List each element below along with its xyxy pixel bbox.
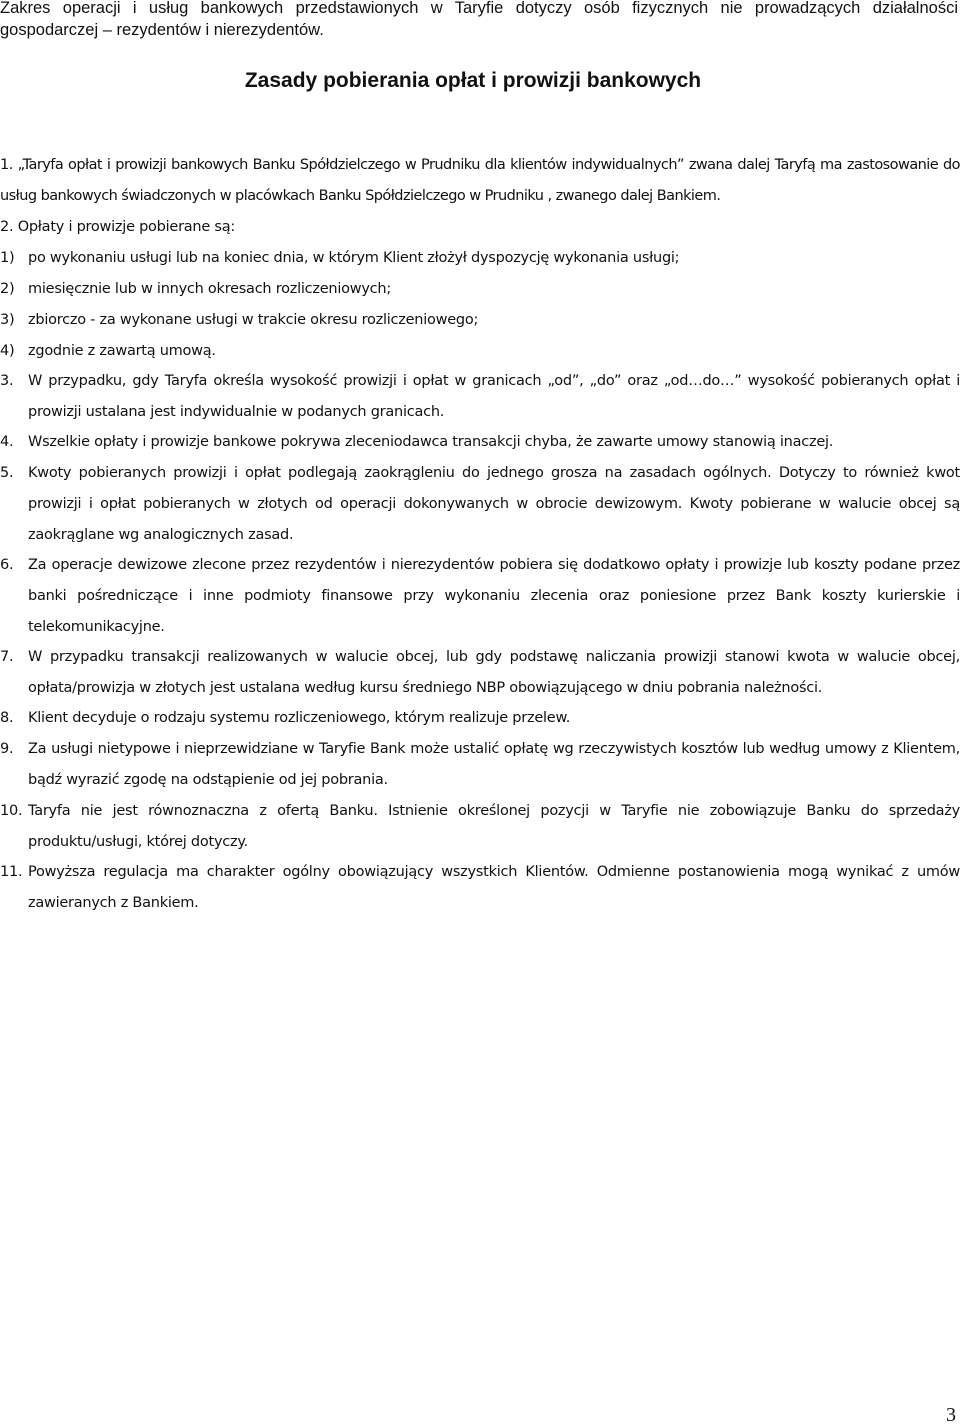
item-text: Kwoty pobieranych prowizji i opłat podlegają zaokrągleniu do jednego grosza na zasadach ogólnych. Dotyczy to również kwot prowizji i opłat pobieranych w złotych od operacji dokonywanych w obrocie dewizowym. Kwoty pobierane w walucie obcej są zaokrąglane wg analogicznych zasad. (28, 465, 960, 543)
list-item-text: zbiorczo - za wykonane usługi w trakcie okresu rozliczeniowego; (28, 312, 479, 328)
item-text: Powyższa regulacja ma charakter ogólny obowiązujący wszystkich Klientów. Odmienne postanowienia mogą wynikać z umów zawieranych z Bankiem. (28, 864, 960, 911)
page-number: 3 (946, 1404, 956, 1426)
item-number: 4. (0, 434, 14, 450)
item-text: Klient decyduje o rodzaju systemu rozliczeniowego, którym realizuje przelew. (28, 710, 571, 726)
numbered-item (0, 427, 960, 458)
numbered-item (0, 703, 960, 734)
list-item-number: 1) (0, 250, 15, 266)
item-number: 6. (0, 557, 14, 573)
list-item (0, 305, 960, 336)
item-text: Taryfa nie jest równoznaczna z ofertą Banku. Istnienie określonej pozycji w Taryfie nie zobowiązuje Banku do sprzedaży produktu/usługi, której dotyczy. (28, 803, 960, 850)
numbered-item (0, 734, 960, 796)
item-text: W przypadku transakcji realizowanych w walucie obcej, lub gdy podstawę naliczania prowizji stanowi kwota w walucie obcej, opłata/prowizja w złotych jest ustalana według kursu średniego NBP obowiązującego w dniu pobrania należności. (28, 649, 960, 696)
list-item-text: miesięcznie lub w innych okresach rozliczeniowych; (28, 281, 391, 297)
item-number: 11. (0, 864, 23, 880)
item-number: 8. (0, 710, 14, 726)
item-text: W przypadku, gdy Taryfa określa wysokość prowizji i opłat w granicach „od”, „do” oraz „od…do…” wysokość pobieranych opłat i prowizji ustalana jest indywidualnie w podanych granicach. (28, 373, 960, 420)
list-item (0, 336, 960, 367)
item-number: 3. (0, 373, 14, 389)
item-number: 5. (0, 465, 14, 481)
list-item (0, 274, 960, 305)
numbered-item (0, 458, 960, 551)
list-item (0, 243, 960, 274)
item-text: Wszelkie opłaty i prowizje bankowe pokrywa zleceniodawca transakcji chyba, że zawarte umowy stanowią inaczej. (28, 434, 834, 450)
intro-text: Zakres operacji i usług bankowych przedstawionych w Taryfie dotyczy osób fizycznych nie prowadzących działalności gospodarczej – rezydentów i nierezydentów. (0, 0, 958, 39)
item-text: Za usługi nietypowe i nieprzewidziane w Taryfie Bank może ustalić opłatę wg rzeczywistych kosztów lub według umowy z Klientem, bądź wyrazić zgodę na odstąpienie od jej pobrania. (28, 741, 960, 788)
item-number: 9. (0, 741, 14, 757)
list-item-number: 2) (0, 281, 15, 297)
item-number: 7. (0, 649, 14, 665)
item-number: 10. (0, 803, 23, 819)
numbered-item (0, 550, 960, 643)
list-item-text: po wykonaniu usługi lub na koniec dnia, w którym Klient złożył dyspozycję wykonania usługi; (28, 250, 680, 266)
list-item-number: 3) (0, 312, 15, 328)
numbered-item (0, 642, 960, 704)
paragraph-1: 1. „Taryfa opłat i prowizji bankowych Banku Spółdzielczego w Prudniku dla klientów indywidualnych” zwana dalej Taryfą ma zastosowanie do usług bankowych świadczonych w placówkach Banku Spółdzielczego w Prudniku , zwanego dalej Bankiem. (0, 157, 960, 204)
page-title: Zasady pobierania opłat i prowizji bankowych (244, 69, 702, 92)
list-item-text: zgodnie z zawartą umową. (28, 343, 216, 359)
item-text: Za operacje dewizowe zlecone przez rezydentów i nierezydentów pobiera się dodatkowo opłaty i prowizje lub koszty podane przez banki pośredniczące i inne podmioty finansowe przy wykonaniu zlecenia oraz poniesione przez Bank koszty kurierskie i telekomunikacyjne. (28, 557, 960, 635)
list-item-number: 4) (0, 343, 15, 359)
numbered-item (0, 857, 960, 919)
numbered-item (0, 366, 960, 428)
numbered-item (0, 796, 960, 858)
paragraph-2-intro: 2. Opłaty i prowizje pobierane są: (0, 219, 235, 235)
